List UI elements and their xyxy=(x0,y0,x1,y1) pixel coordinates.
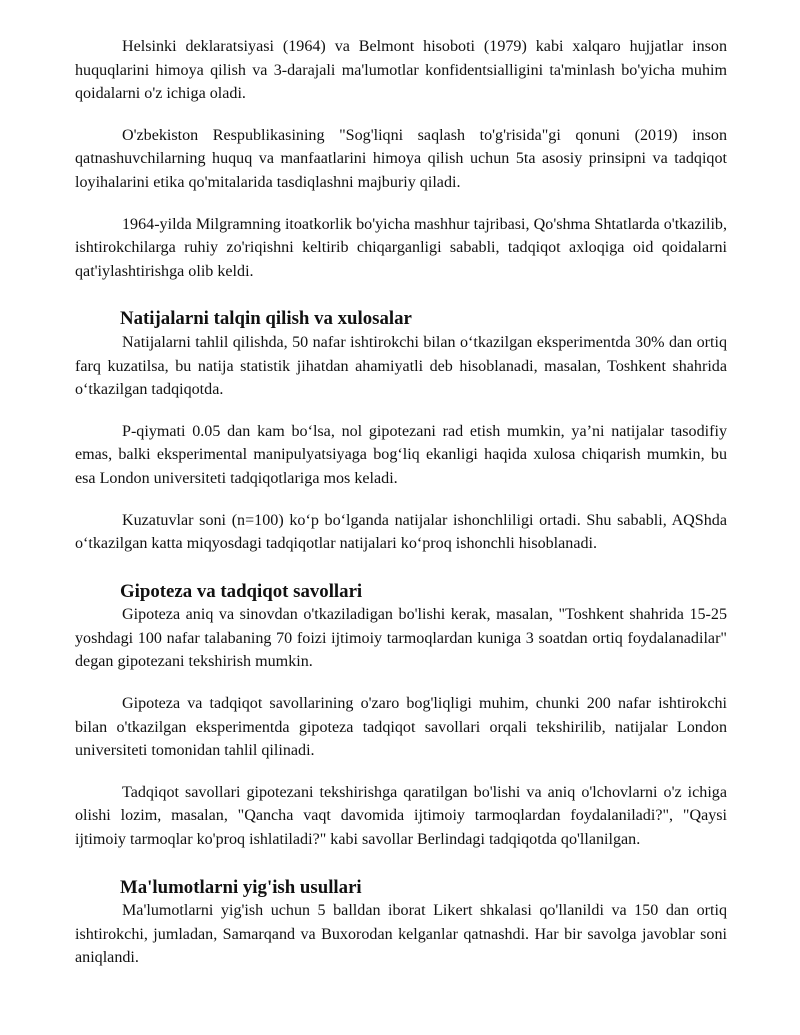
intro-paragraph: 1964-yilda Milgramning itoatkorlik bo'yicha mashhur tajribasi, Qo'shma Shtatlarda o'tkazilib, ishtirokchilarga ruhiy zo'riqishni keltirib chiqarganligi sababli, tadqiqot axloqiga oid qoidalarni qat'iylashtirishga olib keldi. xyxy=(75,215,727,280)
section-paragraph: Gipoteza aniq va sinovdan o'tkaziladigan bo'lishi kerak, masalan, "Toshkent shahrida 15-25 yoshdagi 100 nafar talabaning 70 foizi ijtimoiy tarmoqlardan kuniga 3 soatdan ortiq foydalanadilar" degan gipotezani tekshirish mumkin. xyxy=(75,606,727,671)
section-paragraph: Ma'lumotlarni yig'ish uchun 5 balldan iborat Likert shkalasi qo'llanildi va 150 dan ortiq ishtirokchi, jumladan, Samarqand va Buxorodan kelganlar qatnashdi. Har bir savolga javoblar soni aniqlandi. xyxy=(75,902,727,967)
intro-paragraph: O'zbekiston Respublikasining "Sog'liqni saqlash to'g'risida"gi qonuni (2019) inson qatnashuvchilarning huquq va manfaatlarini himoya qilish uchun 5ta asosiy prinsipni va tadqiqot loyihalarini etika qo'mitalarida tasdiqlashni majburiy qiladi. xyxy=(75,126,727,191)
section-paragraph: Tadqiqot savollari gipotezani tekshirishga qaratilgan bo'lishi va aniq o'lchovlarni o'z ichiga olishi lozim, masalan, "Qancha vaqt davomida ijtimoiy tarmoqlardan foydalaniladi?", "Qaysi ijtimoiy tarmoqlar ko'proq ishlatiladi?" kabi savollar Berlindagi tadqiqotda qo'llanilgan. xyxy=(75,783,727,849)
section-paragraph: Gipoteza va tadqiqot savollarining o'zaro bog'liqligi muhim, chunki 200 nafar ishtirokchi bilan o'tkazilgan eksperimentda gipoteza tadqiqot savollari orqali tekshirilib, natijalar London universiteti tomonidan tahlil qilinadi. xyxy=(75,695,727,760)
section-paragraph: P-qiymati 0.05 dan kam bo‘lsa, nol gipotezani rad etish mumkin, ya’ni natijalar tasodifiy emas, balki eksperimental manipulyatsiyaga bog‘liq ekanligi haqida xulosa chiqarish mumkin, bu esa London universiteti tadqiqotlariga mos keladi. xyxy=(75,422,727,487)
section-paragraph: Natijalarni tahlil qilishda, 50 nafar ishtirokchi bilan o‘tkazilgan eksperimentda 30% dan ortiq farq kuzatilsa, bu natija statistik jihatdan ahamiyatli deb hisoblanadi, masalan, Toshkent shahrida o‘tkazilgan tadqiqotda. xyxy=(75,333,727,399)
intro-paragraph: Helsinki deklaratsiyasi (1964) va Belmont hisoboti (1979) kabi xalqaro hujjatlar inson huquqlarini himoya qilish va 3-darajali ma'lumotlar konfidentsialligini ta'minlash bo'yicha muhim qoidalarni o'z ichiga oladi. xyxy=(75,38,727,103)
document-page xyxy=(75,35,727,988)
section-heading: Gipoteza va tadqiqot savollari xyxy=(120,580,363,602)
section-heading: Natijalarni talqin qilish va xulosalar xyxy=(120,308,412,330)
section-heading: Ma'lumotlarni yig'ish usullari xyxy=(120,876,362,898)
section-paragraph: Kuzatuvlar soni (n=100) ko‘p bo‘lganda natijalar ishonchliligi ortadi. Shu sababli, AQShda o‘tkazilgan katta miqyosdagi tadqiqotlar natijalari ko‘proq ishonchli hisoblanadi. xyxy=(75,511,727,553)
